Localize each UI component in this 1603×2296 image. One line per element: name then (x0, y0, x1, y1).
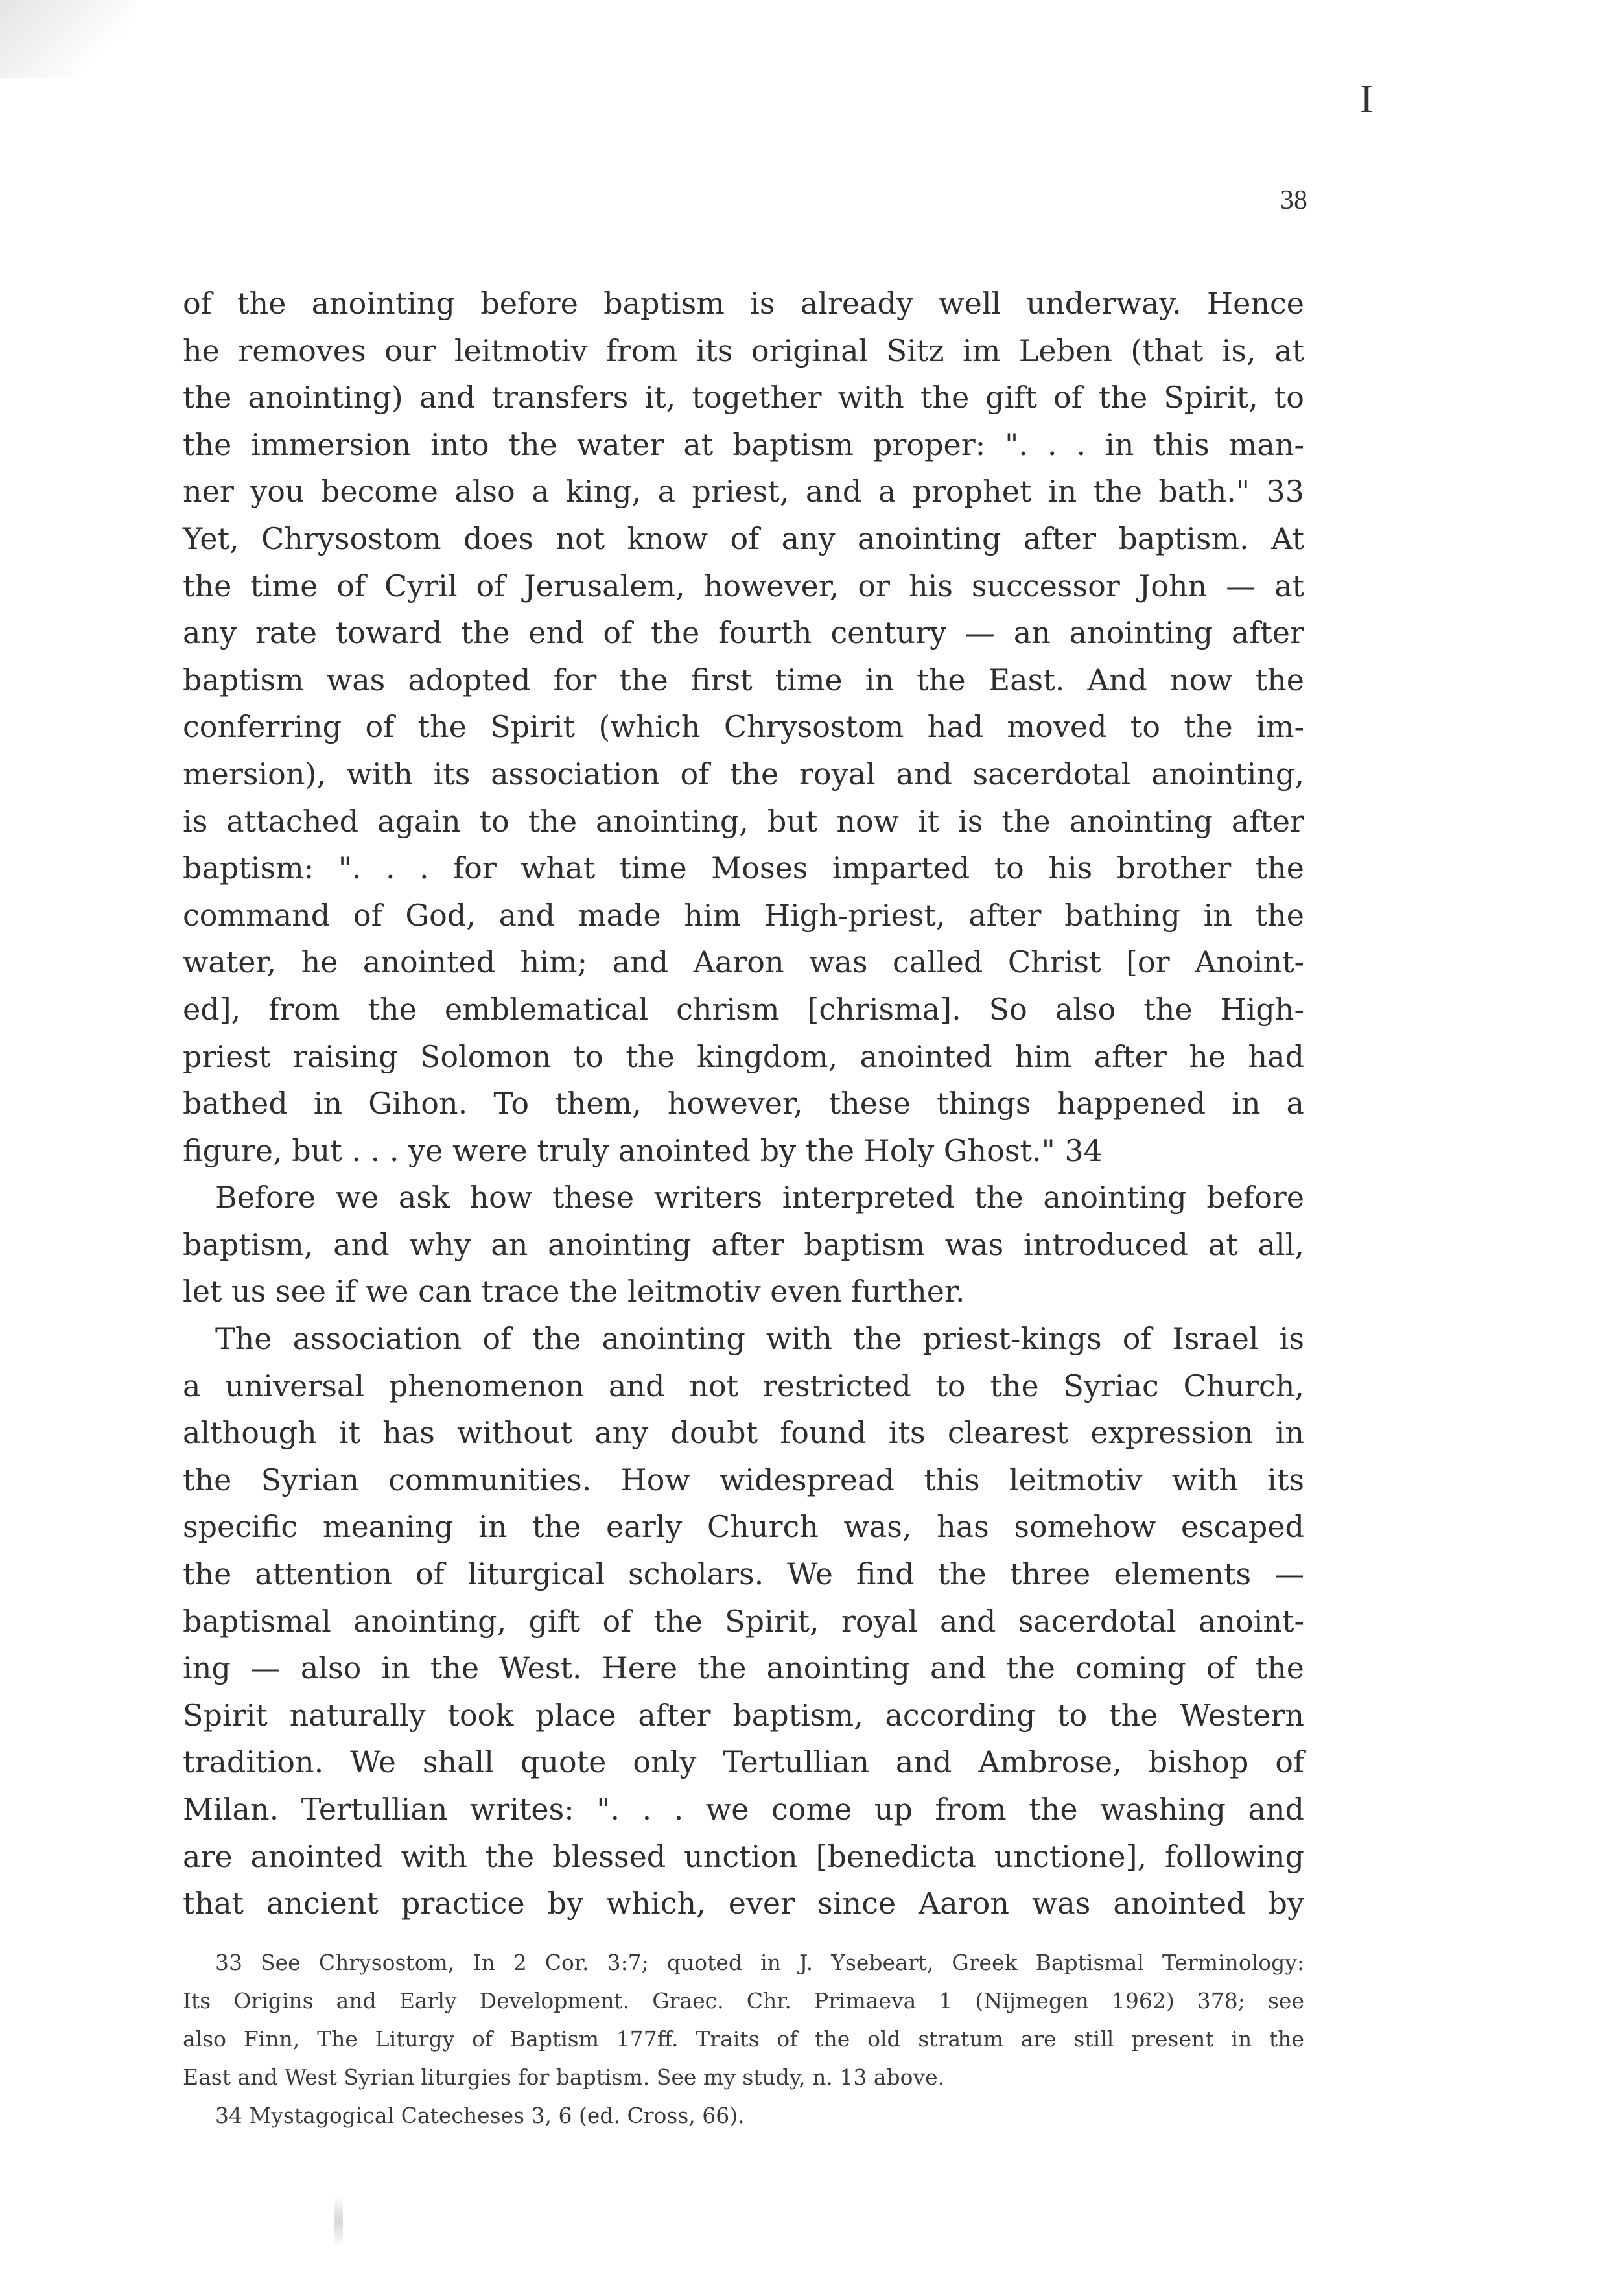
footnote-line: 33 See Chrysostom, In 2 Cor. 3:7; quoted in J. Ysebeart, Greek Baptismal Terminology: (215, 1950, 1304, 1975)
body-line: priest raising Solomon to the kingdom, anointed him after he had (183, 1038, 1304, 1074)
section-numeral: I (1360, 77, 1374, 121)
footnote-line: also Finn, The Liturgy of Baptism 177ff. Traits of the old stratum are still present in the (183, 2026, 1304, 2052)
body-line: Before we ask how these writers interpreted the anointing before (215, 1180, 1304, 1215)
scan-speck (334, 2186, 343, 2257)
body-line: Spirit naturally took place after baptism, according to the Western (183, 1697, 1304, 1733)
body-line: specific meaning in the early Church was, has somehow escaped (183, 1509, 1304, 1545)
body-line: mersion), with its association of the royal and sacerdotal anointing, (183, 756, 1304, 791)
body-line: bathed in Gihon. To them, however, these things happened in a (183, 1086, 1304, 1121)
scan-shadow (0, 0, 136, 78)
body-line: baptism, and why an anointing after baptism was introduced at all, (183, 1226, 1304, 1262)
body-line: baptism was adopted for the first time in the East. And now the (183, 662, 1304, 697)
body-line: The association of the anointing with the priest-kings of Israel is (215, 1321, 1304, 1357)
body-line: water, he anointed him; and Aaron was called Christ [or Anoint- (183, 944, 1304, 980)
footnote-line: 34 Mystagogical Catecheses 3, 6 (ed. Cross, 66). (215, 2103, 745, 2128)
body-line: the immersion into the water at baptism proper: ". . . in this man- (183, 427, 1304, 462)
body-line: that ancient practice by which, ever since Aaron was anointed by (183, 1886, 1304, 1921)
body-line: of the anointing before baptism is already well underway. Hence (183, 286, 1304, 321)
body-line: the anointing) and transfers it, together with the gift of the Spirit, to (183, 380, 1304, 416)
body-line: a universal phenomenon and not restricted to the Syriac Church, (183, 1368, 1304, 1403)
body-line: conferring of the Spirit (which Chrysostom had moved to the im- (183, 709, 1304, 745)
body-line: Yet, Chrysostom does not know of any anointing after baptism. At (183, 521, 1304, 556)
body-line: the attention of liturgical scholars. We find the three elements — (183, 1556, 1304, 1592)
body-line: Milan. Tertullian writes: ". . . we come up from the washing and (183, 1792, 1304, 1827)
body-line: command of God, and made him High-priest, after bathing in the (183, 897, 1304, 933)
page-number: 38 (1280, 185, 1307, 215)
body-line: tradition. We shall quote only Tertullian and Ambrose, bishop of (183, 1744, 1304, 1780)
footnotes (183, 1943, 1304, 2135)
footnote-line: East and West Syrian liturgies for baptism. See my study, n. 13 above. (183, 2065, 945, 2090)
body-line: is attached again to the anointing, but now it is the anointing after (183, 803, 1304, 839)
body-line: figure, but . . . ye were truly anointed by the Holy Ghost." 34 (183, 1132, 1103, 1168)
body-line: let us see if we can trace the leitmotiv even further. (183, 1274, 965, 1309)
body-line: baptismal anointing, gift of the Spirit, royal and sacerdotal anoint- (183, 1603, 1304, 1639)
body-line: ing — also in the West. Here the anointing and the coming of the (183, 1650, 1304, 1686)
body-line: baptism: ". . . for what time Moses imparted to his brother the (183, 850, 1304, 886)
body-line: although it has without any doubt found its clearest expression in (183, 1415, 1304, 1451)
body-line: ner you become also a king, a priest, and a prophet in the bath." 33 (183, 474, 1304, 510)
body-line: any rate toward the end of the fourth century — an anointing after (183, 615, 1304, 651)
body-text (183, 280, 1304, 1927)
footnote-line: Its Origins and Early Development. Graec. Chr. Primaeva 1 (Nijmegen 1962) 378; see (183, 1988, 1304, 2013)
body-line: are anointed with the blessed unction [benedicta unctione], following (183, 1838, 1304, 1874)
body-line: the Syrian communities. How widespread this leitmotiv with its (183, 1462, 1304, 1497)
body-line: ed], from the emblematical chrism [chrisma]. So also the High- (183, 991, 1304, 1027)
body-line: the time of Cyril of Jerusalem, however, or his successor John — at (183, 568, 1304, 603)
body-line: he removes our leitmotiv from its original Sitz im Leben (that is, at (183, 333, 1304, 368)
